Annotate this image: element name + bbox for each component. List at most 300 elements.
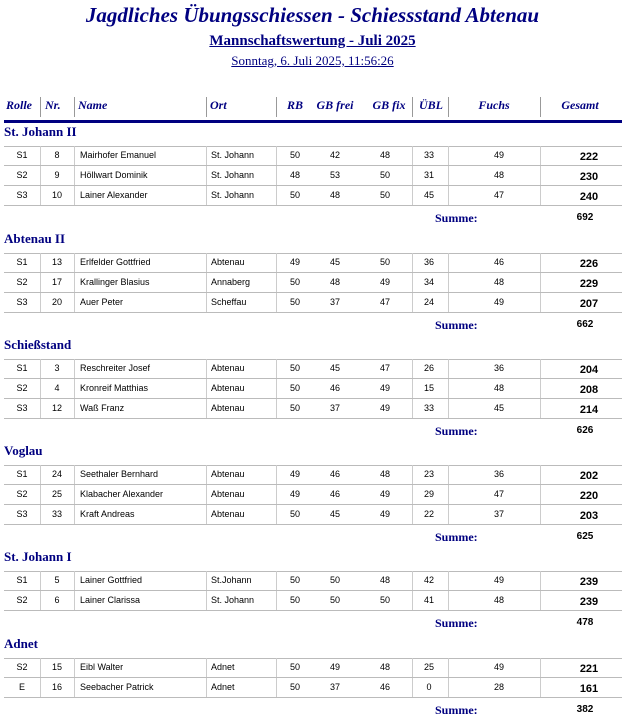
cell-divider — [540, 146, 541, 165]
cell-gesamt: 203 — [579, 510, 599, 522]
cell-gesamt: 204 — [579, 364, 599, 376]
cell-divider — [412, 293, 413, 312]
cell-gesamt: 208 — [579, 384, 599, 396]
cell-gesamt: 214 — [579, 404, 599, 416]
cell-ubl: 29 — [423, 489, 434, 499]
cell-divider — [448, 379, 449, 398]
cell-rb: 50 — [289, 595, 300, 605]
cell-nr: 13 — [51, 257, 62, 267]
cell-fuchs: 49 — [493, 297, 504, 307]
cell-divider — [40, 166, 41, 185]
cell-divider — [448, 591, 449, 610]
cell-name: Lainer Alexander — [80, 190, 148, 200]
cell-fuchs: 45 — [493, 403, 504, 413]
cell-divider — [40, 591, 41, 610]
cell-divider — [412, 399, 413, 418]
sum-value: 625 — [576, 531, 594, 542]
cell-name: Krallinger Blasius — [80, 277, 150, 287]
cell-ubl: 24 — [423, 297, 434, 307]
sum-label: Summe: — [435, 211, 478, 225]
cell-divider — [40, 465, 41, 484]
cell-divider — [74, 678, 75, 697]
cell-gesamt: 239 — [579, 596, 599, 608]
cell-fuchs: 47 — [493, 489, 504, 499]
cell-ort: Abtenau — [211, 257, 245, 267]
cell-rolle: S1 — [16, 469, 28, 479]
table-row — [4, 273, 622, 293]
cell-divider — [74, 293, 75, 312]
col-nr: Nr. — [45, 98, 61, 112]
table-header — [4, 94, 622, 123]
cell-ubl: 34 — [423, 277, 434, 287]
col-divider — [276, 97, 277, 117]
cell-divider — [448, 465, 449, 484]
table-row — [4, 166, 622, 186]
cell-divider — [206, 485, 207, 504]
subtitle-text: Mannschaftswertung - Juli 2025 — [209, 33, 416, 49]
col-fuchs: Fuchs — [478, 98, 510, 112]
table-row — [4, 678, 622, 698]
cell-divider — [540, 678, 541, 697]
row-top-border — [4, 146, 622, 147]
cell-divider — [276, 186, 277, 205]
table-row — [4, 359, 622, 379]
cell-nr: 10 — [51, 190, 62, 200]
cell-divider — [448, 399, 449, 418]
cell-divider — [206, 146, 207, 165]
cell-name: Mairhofer Emanuel — [80, 150, 157, 160]
cell-rolle: S3 — [16, 190, 28, 200]
row-top-border — [4, 571, 622, 572]
cell-fuchs: 48 — [493, 595, 504, 605]
cell-rb: 50 — [289, 383, 300, 393]
cell-divider — [206, 166, 207, 185]
cell-gb-frei: 53 — [329, 170, 340, 180]
cell-ubl: 33 — [423, 150, 434, 160]
cell-nr: 24 — [51, 469, 62, 479]
sum-label: Summe: — [435, 424, 478, 438]
cell-rb: 50 — [289, 297, 300, 307]
cell-nr: 25 — [51, 489, 62, 499]
cell-fuchs: 49 — [493, 662, 504, 672]
team-name: Voglau — [4, 443, 43, 458]
cell-fuchs: 49 — [493, 575, 504, 585]
table-row — [4, 253, 622, 273]
sum-label: Summe: — [435, 616, 478, 630]
cell-divider — [40, 146, 41, 165]
cell-gb-fix: 50 — [379, 595, 390, 605]
cell-divider — [40, 253, 41, 272]
cell-nr: 6 — [54, 595, 60, 605]
cell-gb-frei: 37 — [329, 403, 340, 413]
cell-fuchs: 37 — [493, 509, 504, 519]
cell-divider — [540, 379, 541, 398]
cell-divider — [540, 571, 541, 590]
cell-ubl: 42 — [423, 575, 434, 585]
cell-divider — [276, 166, 277, 185]
cell-divider — [206, 359, 207, 378]
cell-divider — [448, 166, 449, 185]
cell-gb-fix: 49 — [379, 509, 390, 519]
cell-divider — [540, 293, 541, 312]
row-top-border — [4, 658, 622, 659]
cell-gesamt: 226 — [579, 258, 599, 270]
cell-nr: 8 — [54, 150, 60, 160]
cell-gb-fix: 48 — [379, 575, 390, 585]
cell-divider — [448, 359, 449, 378]
cell-divider — [412, 359, 413, 378]
cell-name: Seebacher Patrick — [80, 682, 154, 692]
cell-divider — [448, 253, 449, 272]
cell-gb-frei: 37 — [329, 682, 340, 692]
cell-divider — [276, 146, 277, 165]
cell-gb-fix: 50 — [379, 190, 390, 200]
cell-divider — [276, 485, 277, 504]
table-row — [4, 591, 622, 611]
cell-fuchs: 48 — [493, 383, 504, 393]
cell-rb: 50 — [289, 682, 300, 692]
cell-divider — [40, 505, 41, 524]
cell-divider — [74, 399, 75, 418]
cell-divider — [448, 186, 449, 205]
cell-gesamt: 207 — [579, 298, 599, 310]
cell-gb-fix: 47 — [379, 363, 390, 373]
cell-divider — [412, 505, 413, 524]
row-top-border — [4, 253, 622, 254]
cell-ort: Abtenau — [211, 509, 245, 519]
cell-divider — [448, 505, 449, 524]
cell-divider — [74, 505, 75, 524]
cell-divider — [540, 253, 541, 272]
cell-ubl: 45 — [423, 190, 434, 200]
team-name: Adnet — [4, 636, 38, 651]
cell-rb: 50 — [289, 662, 300, 672]
cell-nr: 33 — [51, 509, 62, 519]
cell-rb: 50 — [289, 190, 300, 200]
cell-divider — [412, 658, 413, 677]
cell-rb: 49 — [289, 469, 300, 479]
cell-nr: 3 — [54, 363, 60, 373]
col-divider — [540, 97, 541, 117]
cell-divider — [448, 571, 449, 590]
cell-divider — [40, 399, 41, 418]
table-row — [4, 485, 622, 505]
cell-gesamt: 230 — [579, 171, 599, 183]
cell-ort: Adnet — [211, 662, 235, 672]
cell-name: Klabacher Alexander — [80, 489, 164, 499]
cell-divider — [412, 379, 413, 398]
cell-gb-frei: 49 — [329, 662, 340, 672]
cell-fuchs: 48 — [493, 170, 504, 180]
sum-value: 692 — [576, 212, 594, 223]
cell-divider — [206, 399, 207, 418]
col-name: Name — [78, 98, 108, 112]
cell-divider — [540, 465, 541, 484]
cell-ubl: 15 — [423, 383, 434, 393]
table-row — [4, 293, 622, 313]
row-top-border — [4, 359, 622, 360]
table-row — [4, 379, 622, 399]
sum-value: 478 — [576, 617, 594, 628]
cell-divider — [276, 399, 277, 418]
cell-gb-frei: 46 — [329, 383, 340, 393]
cell-divider — [74, 658, 75, 677]
cell-divider — [206, 253, 207, 272]
cell-rb: 48 — [289, 170, 300, 180]
cell-name: Waß Franz — [80, 403, 125, 413]
cell-gb-frei: 48 — [329, 277, 340, 287]
cell-divider — [74, 571, 75, 590]
cell-divider — [540, 273, 541, 292]
cell-name: Kraft Andreas — [80, 509, 135, 519]
cell-name: Erlfelder Gottfried — [80, 257, 151, 267]
cell-nr: 12 — [51, 403, 62, 413]
cell-rb: 49 — [289, 257, 300, 267]
cell-gesamt: 222 — [579, 151, 599, 163]
cell-divider — [412, 253, 413, 272]
report-date — [0, 53, 625, 69]
sum-value: 626 — [576, 425, 594, 436]
cell-divider — [412, 166, 413, 185]
table-row — [4, 658, 622, 678]
cell-divider — [276, 465, 277, 484]
cell-gb-fix: 49 — [379, 403, 390, 413]
cell-divider — [74, 591, 75, 610]
cell-divider — [276, 591, 277, 610]
cell-gesamt: 240 — [579, 191, 599, 203]
cell-nr: 20 — [51, 297, 62, 307]
cell-divider — [206, 293, 207, 312]
cell-fuchs: 48 — [493, 277, 504, 287]
cell-name: Höllwart Dominik — [80, 170, 148, 180]
cell-divider — [412, 678, 413, 697]
cell-rb: 50 — [289, 509, 300, 519]
cell-ort: Abtenau — [211, 383, 245, 393]
cell-divider — [276, 379, 277, 398]
cell-fuchs: 36 — [493, 469, 504, 479]
table-row — [4, 186, 622, 206]
cell-rb: 50 — [289, 575, 300, 585]
cell-gb-fix: 48 — [379, 469, 390, 479]
cell-divider — [276, 293, 277, 312]
row-top-border — [4, 465, 622, 466]
table-row — [4, 571, 622, 591]
cell-gb-frei: 46 — [329, 489, 340, 499]
cell-divider — [74, 166, 75, 185]
cell-divider — [412, 146, 413, 165]
col-ubl: ÜBL — [419, 98, 443, 112]
cell-divider — [74, 273, 75, 292]
cell-divider — [74, 253, 75, 272]
col-rolle: Rolle — [6, 98, 32, 112]
cell-ubl: 33 — [423, 403, 434, 413]
cell-name: Kronreif Matthias — [80, 383, 149, 393]
cell-divider — [540, 485, 541, 504]
cell-divider — [40, 293, 41, 312]
date-text: Sonntag, 6. Juli 2025, 11:56:26 — [231, 53, 394, 68]
cell-gesamt: 220 — [579, 490, 599, 502]
table-row — [4, 399, 622, 419]
cell-ubl: 41 — [423, 595, 434, 605]
cell-name: Auer Peter — [80, 297, 124, 307]
cell-divider — [206, 465, 207, 484]
col-ort: Ort — [210, 98, 227, 112]
table-row — [4, 465, 622, 485]
cell-gesamt: 229 — [579, 278, 599, 290]
cell-fuchs: 28 — [493, 682, 504, 692]
cell-ubl: 23 — [423, 469, 434, 479]
cell-divider — [206, 658, 207, 677]
cell-rolle: E — [18, 682, 25, 692]
cell-divider — [448, 273, 449, 292]
cell-divider — [74, 146, 75, 165]
cell-ubl: 22 — [423, 509, 434, 519]
col-divider — [40, 97, 41, 117]
cell-divider — [206, 505, 207, 524]
cell-divider — [74, 379, 75, 398]
cell-divider — [40, 273, 41, 292]
cell-divider — [540, 658, 541, 677]
cell-divider — [540, 399, 541, 418]
cell-divider — [40, 379, 41, 398]
cell-gb-fix: 46 — [379, 682, 390, 692]
cell-fuchs: 46 — [493, 257, 504, 267]
cell-nr: 17 — [51, 277, 62, 287]
cell-ort: Abtenau — [211, 469, 245, 479]
sum-label: Summe: — [435, 530, 478, 544]
cell-gb-frei: 48 — [329, 190, 340, 200]
cell-divider — [448, 678, 449, 697]
sum-value: 382 — [576, 704, 594, 715]
cell-rolle: S1 — [16, 575, 28, 585]
cell-gb-frei: 45 — [329, 257, 340, 267]
cell-divider — [540, 505, 541, 524]
cell-divider — [412, 273, 413, 292]
cell-ort: Annaberg — [211, 277, 251, 287]
cell-divider — [276, 678, 277, 697]
cell-gb-fix: 47 — [379, 297, 390, 307]
page-subtitle — [0, 33, 625, 50]
cell-gb-fix: 48 — [379, 662, 390, 672]
cell-divider — [276, 505, 277, 524]
cell-nr: 9 — [54, 170, 60, 180]
cell-ubl: 0 — [426, 682, 432, 692]
cell-divider — [448, 658, 449, 677]
cell-gb-frei: 50 — [329, 595, 340, 605]
cell-ort: Abtenau — [211, 363, 245, 373]
cell-gb-fix: 50 — [379, 257, 390, 267]
cell-divider — [412, 571, 413, 590]
cell-rolle: S2 — [16, 595, 28, 605]
cell-ubl: 31 — [423, 170, 434, 180]
col-gesamt: Gesamt — [561, 98, 599, 112]
cell-divider — [40, 571, 41, 590]
cell-divider — [206, 379, 207, 398]
cell-rb: 50 — [289, 403, 300, 413]
sum-value: 662 — [576, 319, 594, 330]
col-gb-frei: GB frei — [316, 98, 354, 112]
cell-name: Seethaler Bernhard — [80, 469, 159, 479]
cell-divider — [540, 591, 541, 610]
cell-divider — [206, 591, 207, 610]
cell-gesamt: 202 — [579, 470, 599, 482]
cell-divider — [276, 571, 277, 590]
sum-label: Summe: — [435, 703, 478, 717]
cell-divider — [40, 678, 41, 697]
cell-divider — [276, 658, 277, 677]
cell-nr: 15 — [51, 662, 62, 672]
cell-divider — [276, 273, 277, 292]
cell-name: Lainer Clarissa — [80, 595, 141, 605]
cell-fuchs: 36 — [493, 363, 504, 373]
cell-rolle: S3 — [16, 403, 28, 413]
cell-rb: 50 — [289, 150, 300, 160]
cell-gb-fix: 50 — [379, 170, 390, 180]
cell-nr: 4 — [54, 383, 60, 393]
cell-ubl: 26 — [423, 363, 434, 373]
cell-gb-frei: 42 — [329, 150, 340, 160]
cell-divider — [206, 186, 207, 205]
team-name: Schießstand — [4, 337, 72, 352]
cell-fuchs: 49 — [493, 150, 504, 160]
cell-gb-frei: 37 — [329, 297, 340, 307]
cell-ort: Scheffau — [211, 297, 247, 307]
cell-divider — [206, 678, 207, 697]
cell-divider — [276, 359, 277, 378]
cell-rb: 50 — [289, 363, 300, 373]
cell-divider — [74, 465, 75, 484]
cell-ort: St. Johann — [211, 595, 255, 605]
team-name: St. Johann I — [4, 549, 72, 564]
cell-rb: 49 — [289, 489, 300, 499]
cell-rolle: S2 — [16, 662, 28, 672]
cell-ort: Abtenau — [211, 403, 245, 413]
cell-gb-fix: 49 — [379, 489, 390, 499]
cell-divider — [276, 253, 277, 272]
cell-nr: 16 — [51, 682, 62, 692]
cell-divider — [206, 273, 207, 292]
cell-gb-frei: 45 — [329, 509, 340, 519]
cell-rolle: S2 — [16, 277, 28, 287]
cell-rolle: S1 — [16, 363, 28, 373]
cell-ort: St.Johann — [211, 575, 252, 585]
cell-ort: Adnet — [211, 682, 235, 692]
cell-gesamt: 239 — [579, 576, 599, 588]
cell-gesamt: 221 — [579, 663, 599, 675]
cell-divider — [448, 485, 449, 504]
sum-label: Summe: — [435, 318, 478, 332]
cell-ort: St. Johann — [211, 170, 255, 180]
col-rb: RB — [286, 98, 303, 112]
cell-gb-fix: 48 — [379, 150, 390, 160]
cell-gb-frei: 45 — [329, 363, 340, 373]
cell-nr: 5 — [54, 575, 60, 585]
cell-gb-fix: 49 — [379, 383, 390, 393]
cell-name: Eibl Walter — [80, 662, 124, 672]
cell-divider — [448, 146, 449, 165]
page-title: Jagdliches Übungsschiessen - Schiessstand Abtenau — [85, 3, 540, 27]
cell-gb-frei: 50 — [329, 575, 340, 585]
cell-rolle: S1 — [16, 257, 28, 267]
team-name: St. Johann II — [4, 124, 77, 139]
cell-divider — [412, 485, 413, 504]
cell-gb-frei: 46 — [329, 469, 340, 479]
cell-divider — [40, 359, 41, 378]
cell-divider — [74, 186, 75, 205]
cell-divider — [540, 166, 541, 185]
cell-rb: 50 — [289, 277, 300, 287]
cell-rolle: S1 — [16, 150, 28, 160]
